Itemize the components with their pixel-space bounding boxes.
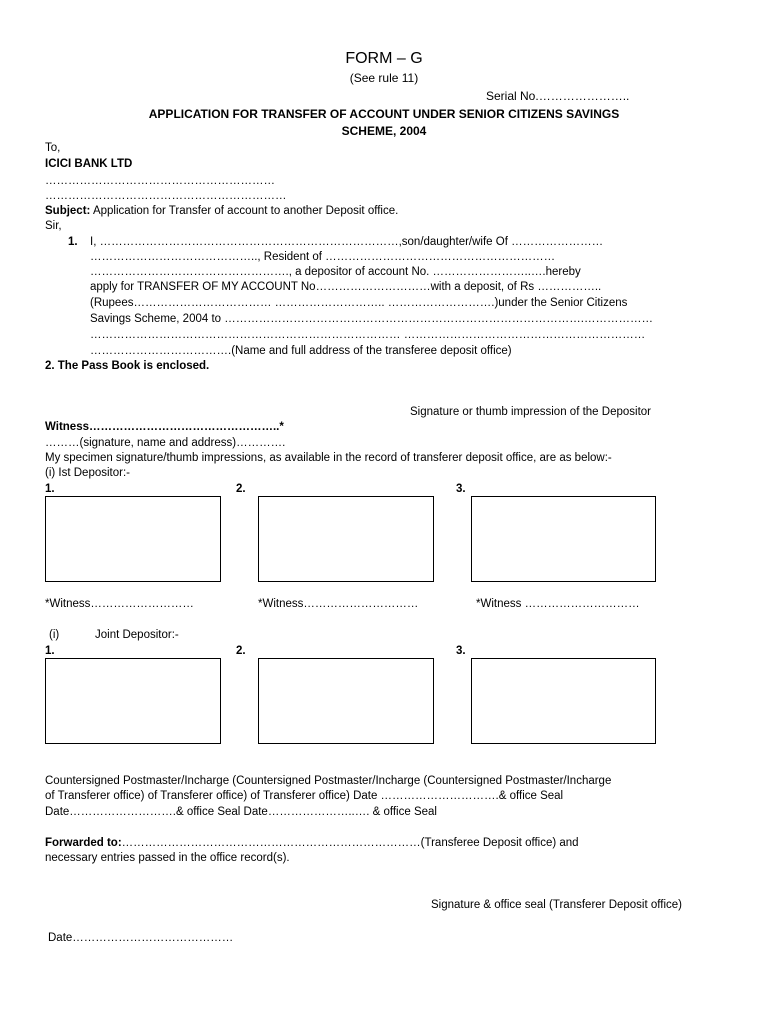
heading-line-1: APPLICATION FOR TRANSFER OF ACCOUNT UNDER SENIOR CITIZENS SAVINGS <box>148 107 620 121</box>
joint-depositor-label: Joint Depositor:- <box>95 629 179 641</box>
specimen-box-2 <box>258 496 434 582</box>
heading-line-2: SCHEME, 2004 <box>341 124 427 138</box>
specimen-number-2: 2. <box>236 483 246 495</box>
specimen-box-1 <box>45 496 221 582</box>
para-1-line-3: ……………………………………………., a depositor of account No. ……………………..….hereby <box>90 266 581 278</box>
countersign-line-1: Countersigned Postmaster/Incharge (Countersigned Postmaster/Incharge (Countersigned Postmaster/Incharge <box>45 775 612 787</box>
bank-name: ICICI BANK LTD <box>45 158 133 170</box>
depositor-signature-label: Signature or thumb impression of the Depositor <box>410 406 651 418</box>
countersign-line-2: of Transferer office) of Transferer office) of Transferer office) Date ………………………….& office Seal <box>45 790 564 802</box>
para-1-line-4: apply for TRANSFER OF MY ACCOUNT No…………………………with a deposit, of Rs …………….. <box>90 281 602 293</box>
witness-sub: ………(signature, name and address)…………. <box>45 437 286 449</box>
forwarded-label: Forwarded to: <box>45 837 122 849</box>
serial-number: Serial No.………………….. <box>486 89 630 103</box>
subject-text: Application for Transfer of account to another Deposit office. <box>92 205 399 217</box>
para-1-line-7: ……………………………………………………………………… ……………………………………………………… <box>90 329 646 341</box>
transferer-signature-label: Signature & office seal (Transferer Deposit office) <box>431 899 682 911</box>
countersign-line-3: Date……………………….& office Seal Date…………………..…. & office Seal <box>45 806 437 818</box>
specimen-box-3 <box>471 496 656 582</box>
address-line-2: ……………………………………………………… <box>45 190 287 202</box>
forwarded-line-2: necessary entries passed in the office record(s). <box>45 852 290 864</box>
joint-number-3: 3. <box>456 645 466 657</box>
specimen-witness-1: *Witness……………………… <box>45 598 194 610</box>
rule-reference: (See rule 11) <box>349 71 419 85</box>
specimen-witness-2: *Witness………………………… <box>258 598 419 610</box>
pass-book-note: 2. The Pass Book is enclosed. <box>45 360 210 372</box>
forwarded-line <box>45 836 579 850</box>
specimen-witness-3: *Witness ………………………… <box>476 598 640 610</box>
subject-label: Subject: <box>45 205 91 217</box>
para-1-line-8: ……………………………….(Name and full address of the transferee deposit office) <box>90 345 512 357</box>
para-1-number: 1. <box>68 236 78 248</box>
para-1-line-1: I, ……………………………………………………………………,son/daughter/wife Of …………………… <box>90 236 604 248</box>
specimen-note: My specimen signature/thumb impressions, as available in the record of transferer deposit office, are as below:- <box>45 452 612 464</box>
first-depositor-label: (i) Ist Depositor:- <box>45 467 130 479</box>
joint-depositor-marker: (i) <box>49 629 60 641</box>
to-label: To, <box>45 142 61 154</box>
para-1-line-2: …………………………………….., Resident of …………………………………………………… <box>90 251 556 263</box>
forwarded-text: ……………………………………………………………………(Transferee Deposit office) and <box>121 837 579 849</box>
specimen-number-1: 1. <box>45 483 55 495</box>
address-line-1: …………………………………………………… <box>45 175 275 187</box>
para-1-line-5: (Rupees……………………………… ……………………….. ……………………….)under the Senior Citizens <box>90 297 628 309</box>
joint-number-2: 2. <box>236 645 246 657</box>
date-field: Date…………………………………… <box>48 932 234 944</box>
form-title: FORM – G <box>345 50 423 67</box>
joint-number-1: 1. <box>45 645 55 657</box>
witness-label: Witness…………………………………………..* <box>45 421 284 433</box>
joint-box-2 <box>258 658 434 744</box>
specimen-number-3: 3. <box>456 483 466 495</box>
joint-box-3 <box>471 658 656 744</box>
para-1-line-6: Savings Scheme, 2004 to ………………………………………………………………………………….……………… <box>90 313 653 325</box>
subject-line <box>45 204 398 218</box>
salutation: Sir, <box>45 220 62 232</box>
joint-box-1 <box>45 658 221 744</box>
